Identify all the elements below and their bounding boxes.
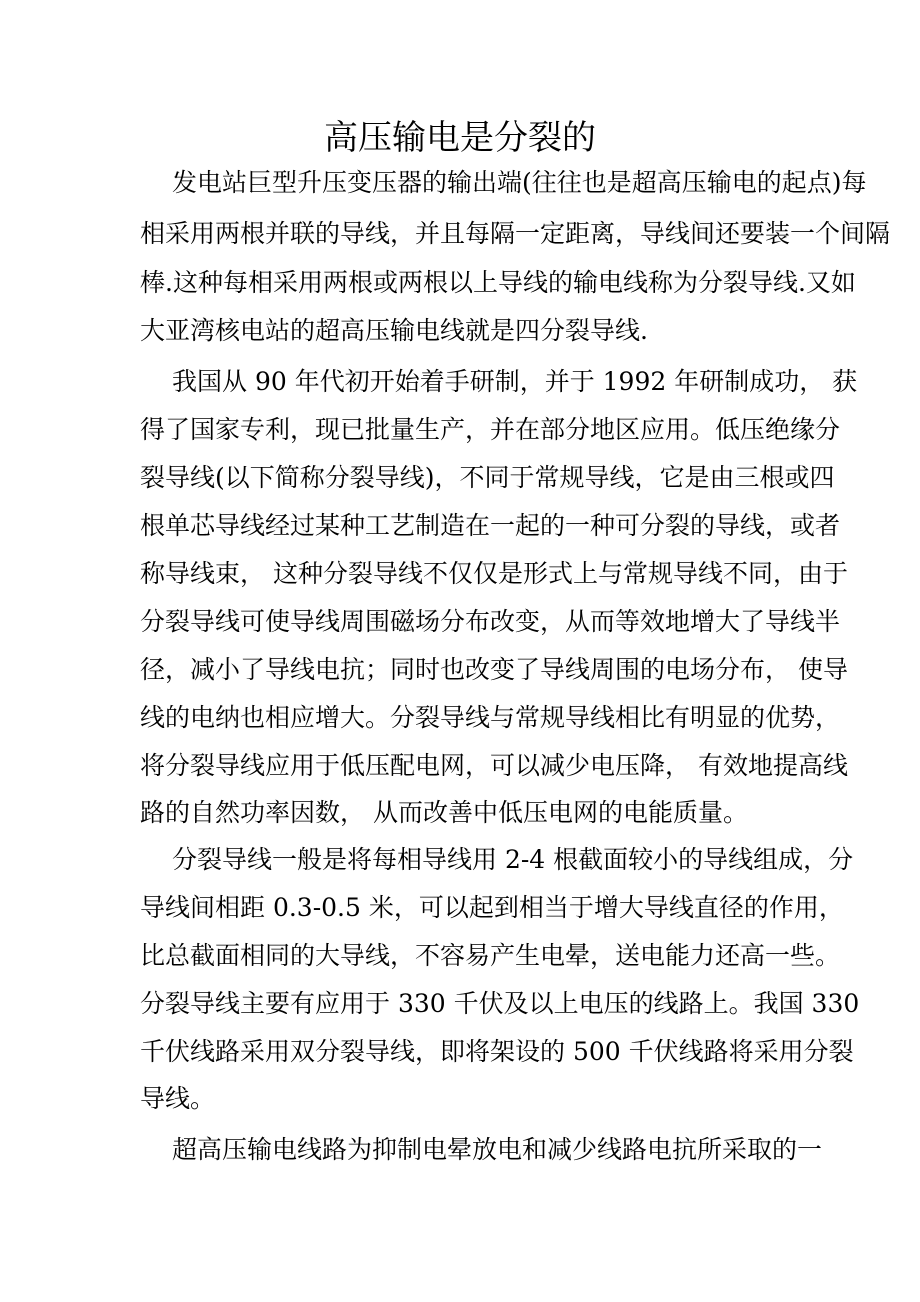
paragraph-3-line-6: 导线。 xyxy=(140,1084,216,1113)
paragraph-1-line-1: 发电站巨型升压变压器的输出端(往往也是超高压输电的起点)每 xyxy=(172,168,867,197)
paragraph-2-line-3: 裂导线(以下简称分裂导线)，不同于常规导线，它是由三根或四 xyxy=(140,463,835,492)
paragraph-1-line-3: 棒.这种每相采用两根或两根以上导线的输电线称为分裂导线.又如 xyxy=(140,268,856,297)
paragraph-2-line-5: 称导线束， 这种分裂导线不仅仅是形式上与常规导线不同，由于 xyxy=(140,559,848,588)
paragraph-2-line-4: 根单芯导线经过某种工艺制造在一起的一种可分裂的导线，或者 xyxy=(140,511,841,540)
paragraph-2-line-6: 分裂导线可使导线周围磁场分布改变，从而等效地增大了导线半 xyxy=(140,607,841,636)
paragraph-2-line-7: 径，减小了导线电抗；同时也改变了导线周围的电场分布， 使导 xyxy=(140,655,848,684)
paragraph-2-line-9: 将分裂导线应用于低压配电网，可以减少电压降， 有效地提高线 xyxy=(140,751,848,780)
paragraph-3-line-2: 导线间相距 0.3-0.5 米，可以起到相当于增大导线直径的作用， xyxy=(140,893,844,922)
paragraph-2-line-10: 路的自然功率因数， 从而改善中低压电网的电能质量。 xyxy=(140,798,748,827)
paragraph-3-line-1: 分裂导线一般是将每相导线用 2-4 根截面较小的导线组成，分 xyxy=(172,845,854,874)
paragraph-2-line-1: 我国从 90 年代初开始着手研制，并于 1992 年研制成功， 获 xyxy=(172,367,858,396)
paragraph-1-line-4: 大亚湾核电站的超高压输电线就是四分裂导线. xyxy=(140,316,648,345)
document-title: 高压输电是分裂的 xyxy=(324,118,596,158)
paragraph-3-line-4: 分裂导线主要有应用于 330 千伏及以上电压的线路上。我国 330 xyxy=(140,989,860,1018)
paragraph-3-line-3: 比总截面相同的大导线，不容易产生电晕，送电能力还高一些。 xyxy=(140,941,841,970)
paragraph-2-line-8: 线的电纳也相应增大。分裂导线与常规导线相比有明显的优势， xyxy=(140,703,841,732)
paragraph-4-line-1: 超高压输电线路为抑制电晕放电和减少线路电抗所采取的一 xyxy=(172,1135,823,1164)
paragraph-2-line-2: 得了国家专利，现已批量生产，并在部分地区应用。低压绝缘分 xyxy=(140,415,841,444)
paragraph-1-line-2: 相采用两根并联的导线，并且每隔一定距离，导线间还要装一个间隔 xyxy=(140,219,891,248)
paragraph-3-line-5: 千伏线路采用双分裂导线，即将架设的 500 千伏线路将采用分裂 xyxy=(140,1037,854,1066)
